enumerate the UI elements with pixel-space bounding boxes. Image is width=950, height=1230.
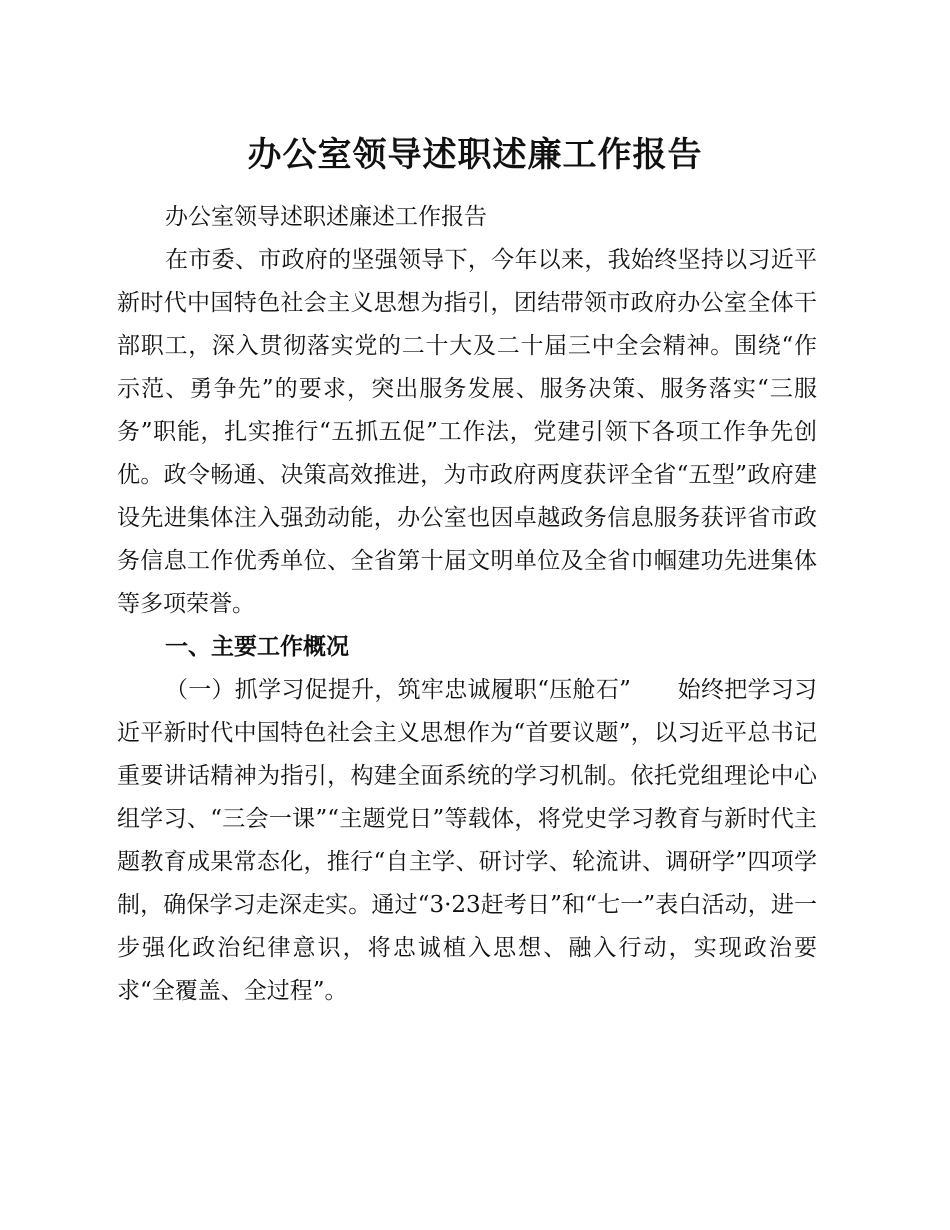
subsection-paragraph (117, 669, 817, 1013)
document-body (117, 196, 817, 1013)
subtitle-line: 办公室领导述职述廉述工作报告 (165, 204, 487, 230)
section-heading: 一、主要工作概况 (165, 634, 349, 660)
document-title: 办公室领导述职述廉工作报告 (247, 135, 703, 175)
intro-paragraph: 在市委、市政府的坚强领导下，今年以来，我始终坚持以习近平新时代中国特色社会主义思想为指引，团结带领市政府办公室全体干部职工，深入贯彻落实党的二十大及二十届三中全会精神。围绕“作示范、勇争先”的要求，突出服务发展、服务决策、服务落实“三服务”职能，扎实推行“五抓五促”工作法，党建引领下各项工作争先创优。政令畅通、决策高效推进，为市政府两度获评全省“五型”政府建设先进集体注入强劲动能，办公室也因卓越政务信息服务获评省市政务信息工作优秀单位、全省第十届文明单位及全省巾帼建功先进集体等多项荣誉。 (117, 247, 817, 617)
subsection-body: 始终把学习习近平新时代中国特色社会主义思想作为“首要议题”，以习近平总书记重要讲话精神为指引，构建全面系统的学习机制。依托党组理论中心组学习、“三会一课”“主题党日”等载体，将党史学习教育与新时代主题教育成果常态化，推行“自主学、研讨学、轮流讲、调研学”四项学制，确保学习走深走实。通过“3·23赶考日”和“七一”表白活动，进一步强化政治纪律意识，将忠诚植入思想、融入行动，实现政治要求“全覆盖、全过程”。 (117, 677, 818, 1004)
subsection-title: （一）抓学习促提升，筑牢忠诚履职“压舱石” (165, 677, 631, 703)
